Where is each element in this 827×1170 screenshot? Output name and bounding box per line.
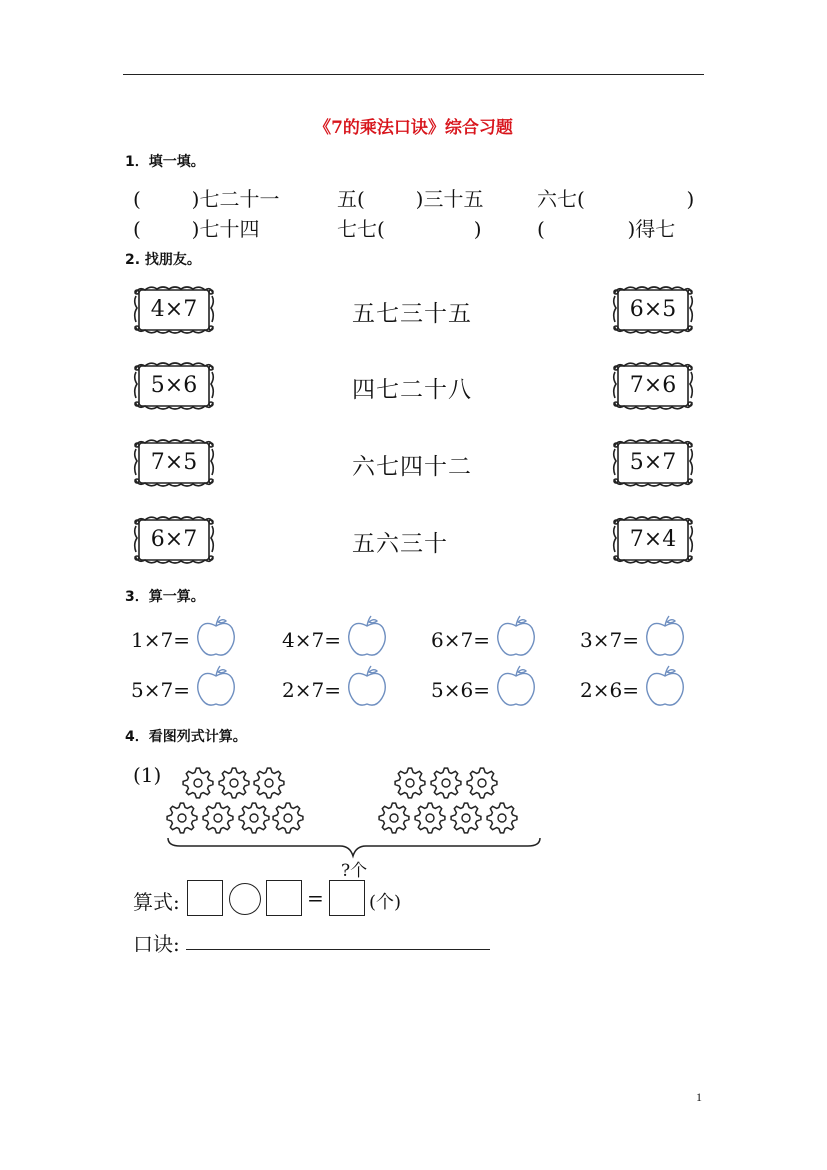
gear-icon <box>254 768 284 798</box>
match-rhyme[interactable]: 六七四十二 <box>352 454 472 480</box>
fill-blank-item: ( )七十四 <box>133 217 260 241</box>
operator-circle[interactable] <box>229 883 261 915</box>
calc-expression: 2×7= <box>282 678 341 702</box>
match-left-card[interactable] <box>133 437 215 489</box>
apple-answer-icon[interactable] <box>195 614 237 664</box>
gear-icon <box>395 768 425 798</box>
match-expression: 7×6 <box>629 373 677 398</box>
match-right-card[interactable] <box>612 437 694 489</box>
match-left-card[interactable] <box>133 284 215 336</box>
answer-box-1[interactable] <box>187 880 223 916</box>
match-left-card[interactable] <box>133 360 215 412</box>
section-4-heading: 4．看图列式计算。 <box>125 729 247 745</box>
gear-icon <box>451 803 481 833</box>
match-right-card[interactable] <box>612 284 694 336</box>
match-expression: 5×6 <box>150 373 198 398</box>
equals-sign: = <box>307 886 324 910</box>
match-rhyme[interactable]: 五七三十五 <box>352 301 472 327</box>
calc-expression: 1×7= <box>131 628 190 652</box>
calc-expression: 4×7= <box>282 628 341 652</box>
apple-answer-icon[interactable] <box>644 614 686 664</box>
gear-icon <box>183 768 213 798</box>
rhyme-label: 口诀: <box>133 932 180 956</box>
apple-answer-icon[interactable] <box>346 664 388 714</box>
calc-expression: 5×7= <box>131 678 190 702</box>
fill-blank-item: 七七( ) <box>337 217 482 241</box>
gear-icon <box>167 803 197 833</box>
gear-picture <box>160 760 550 860</box>
header-rule <box>123 74 704 75</box>
match-expression: 7×5 <box>150 450 198 475</box>
gear-icon <box>203 803 233 833</box>
gear-icon <box>379 803 409 833</box>
match-expression: 4×7 <box>150 297 198 322</box>
gear-icon <box>219 768 249 798</box>
calc-expression: 3×7= <box>580 628 639 652</box>
match-left-card[interactable] <box>133 514 215 566</box>
calc-expression: 5×6= <box>431 678 490 702</box>
match-rhyme[interactable]: 四七二十八 <box>352 377 472 403</box>
match-expression: 6×7 <box>150 527 198 552</box>
match-rhyme[interactable]: 五六三十 <box>352 531 448 557</box>
match-expression: 5×7 <box>629 450 677 475</box>
gear-icon <box>467 768 497 798</box>
match-right-card[interactable] <box>612 360 694 412</box>
section-2-heading: 2. 找朋友。 <box>125 252 201 268</box>
gear-icon <box>487 803 517 833</box>
match-right-card[interactable] <box>612 514 694 566</box>
match-expression: 6×5 <box>629 297 677 322</box>
gear-icon <box>273 803 303 833</box>
apple-answer-icon[interactable] <box>495 664 537 714</box>
page-number: 1 <box>696 1090 702 1104</box>
answer-box-3[interactable] <box>329 880 365 916</box>
match-expression: 7×4 <box>629 527 677 552</box>
unit-label: (个) <box>369 892 402 913</box>
page-title: 《7的乘法口诀》综合习题 <box>314 118 513 138</box>
question-label: ?个 <box>341 861 368 881</box>
fill-blank-item: ( )七二十一 <box>133 187 280 211</box>
rhyme-answer-line[interactable] <box>186 949 490 950</box>
answer-box-2[interactable] <box>266 880 302 916</box>
fill-blank-item: 五( )三十五 <box>337 187 484 211</box>
calc-expression: 6×7= <box>431 628 490 652</box>
apple-answer-icon[interactable] <box>644 664 686 714</box>
apple-answer-icon[interactable] <box>495 614 537 664</box>
section-1-heading: 1．填一填。 <box>125 154 205 170</box>
apple-answer-icon[interactable] <box>346 614 388 664</box>
apple-answer-icon[interactable] <box>195 664 237 714</box>
calc-expression: 2×6= <box>580 678 639 702</box>
formula-label: 算式: <box>133 890 180 914</box>
gear-icon <box>415 803 445 833</box>
gear-icon <box>239 803 269 833</box>
problem-label: (1) <box>133 763 162 787</box>
gear-icon <box>431 768 461 798</box>
curly-brace <box>168 838 540 856</box>
section-3-heading: 3．算一算。 <box>125 589 205 605</box>
fill-blank-item: ( )得七 <box>537 217 676 241</box>
fill-blank-item: 六七( ) <box>537 187 695 211</box>
